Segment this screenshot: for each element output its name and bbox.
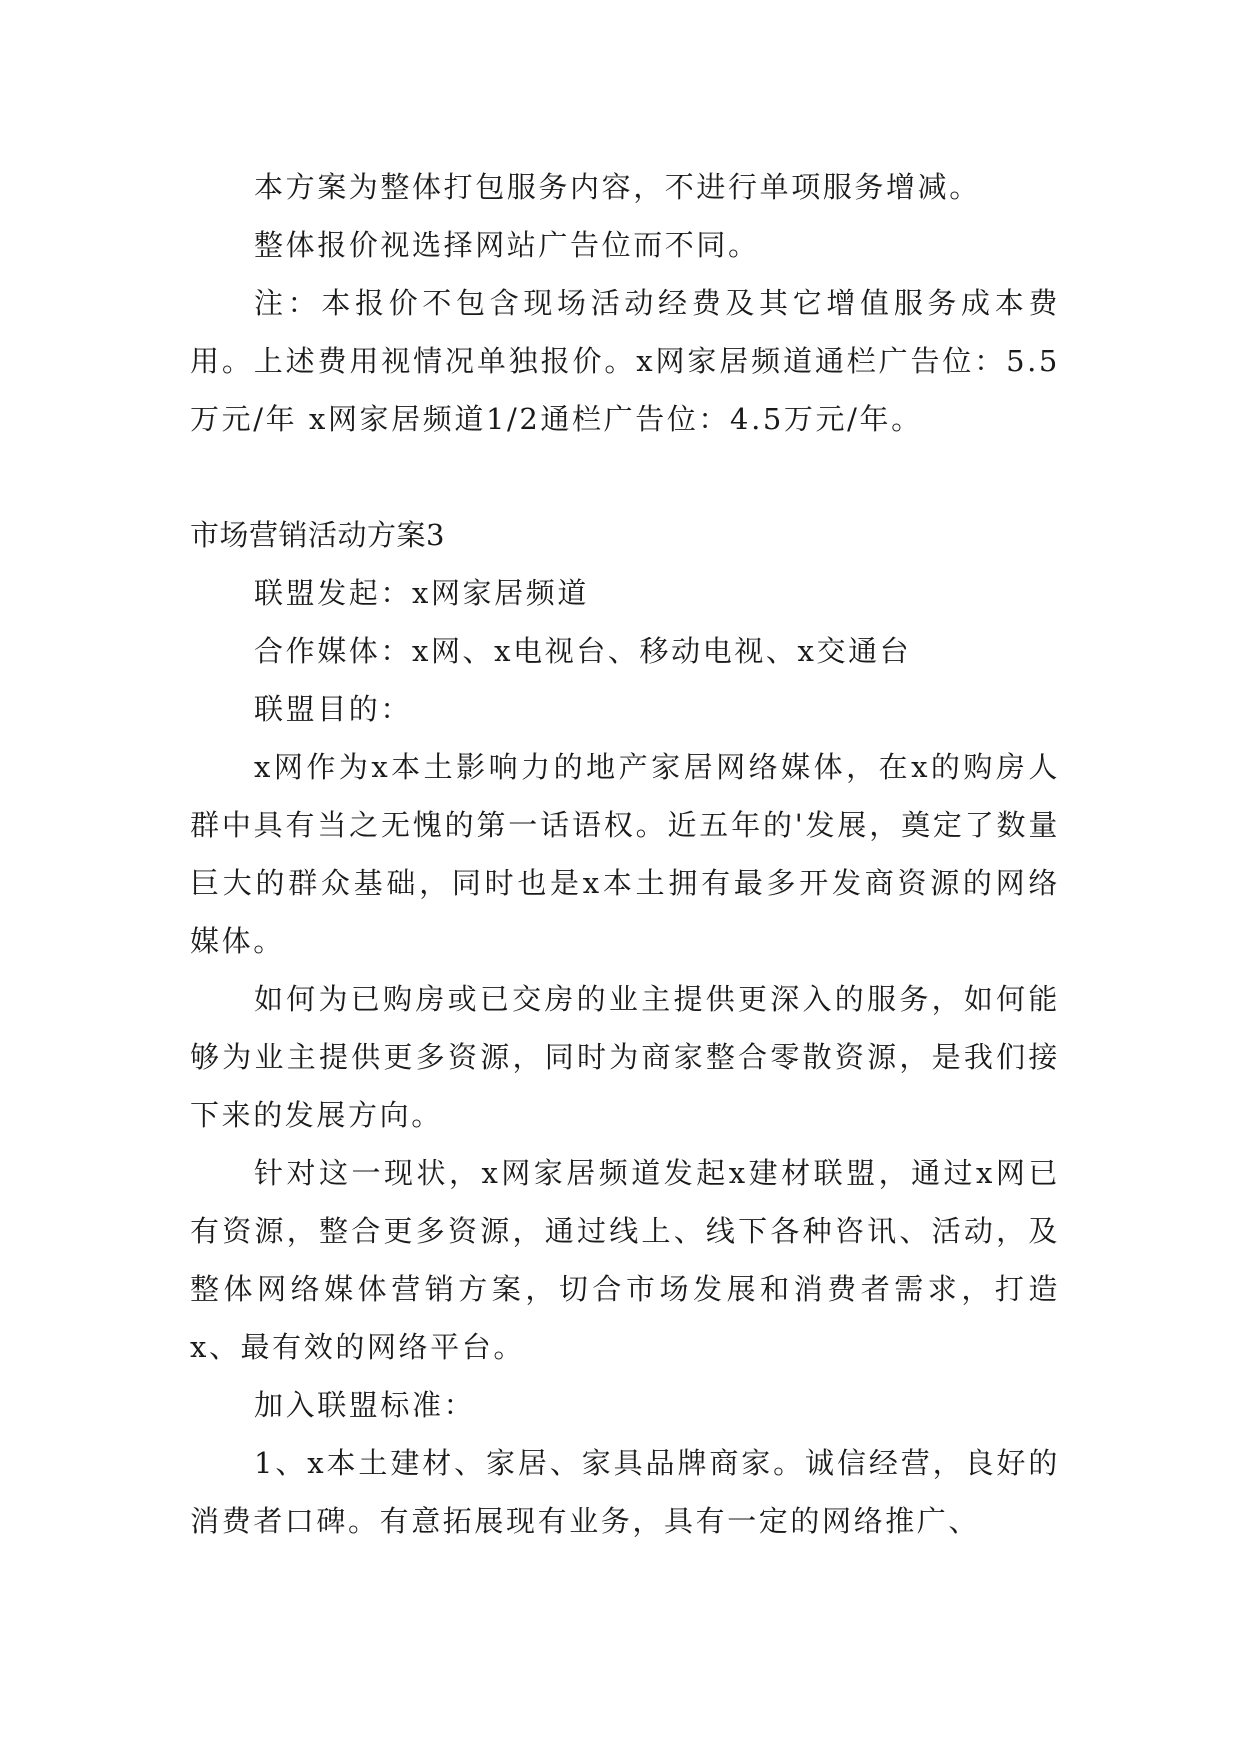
paragraph-pricing-note: 整体报价视选择网站广告位而不同。 [254, 228, 760, 262]
paragraph-partner-media: 合作媒体：x网、x电视台、移动电视、x交通台 [254, 634, 912, 668]
document-body [190, 158, 1060, 1550]
paragraph-service-direction: 如何为已购房或已交房的业主提供更深入的服务，如何能够为业主提供更多资源，同时为商家整合零散资源，是我们接下来的发展方向。 [190, 982, 1060, 1132]
paragraph-purpose-heading: 联盟目的： [254, 692, 413, 726]
paragraph-price-details: 注：本报价不包含现场活动经费及其它增值服务成本费用。上述费用视情况单独报价。x网家居频道通栏广告位：5.5万元/年 x网家居频道1/2通栏广告位：4.5万元/年。 [190, 286, 1060, 436]
paragraph-criteria-heading: 加入联盟标准： [254, 1388, 476, 1422]
paragraph-criteria-1: 1、x本土建材、家居、家具品牌商家。诚信经营，良好的消费者口碑。有意拓展现有业务，具有一定的网络推广、 [190, 1446, 1060, 1538]
paragraph-initiator: 联盟发起：x网家居频道 [254, 576, 589, 610]
paragraph-package-note: 本方案为整体打包服务内容，不进行单项服务增减。 [254, 170, 981, 204]
section-title: 市场营销活动方案3 [190, 518, 445, 552]
paragraph-alliance-launch: 针对这一现状，x网家居频道发起x建材联盟，通过x网已有资源，整合更多资源，通过线上、线下各种咨讯、活动，及整体网络媒体营销方案，切合市场发展和消费者需求，打造x、最有效的网络平台。 [190, 1156, 1060, 1364]
paragraph-purpose-intro: x网作为x本土影响力的地产家居网络媒体，在x的购房人群中具有当之无愧的第一话语权。近五年的'发展，奠定了数量巨大的群众基础，同时也是x本土拥有最多开发商资源的网络媒体。 [190, 750, 1060, 958]
